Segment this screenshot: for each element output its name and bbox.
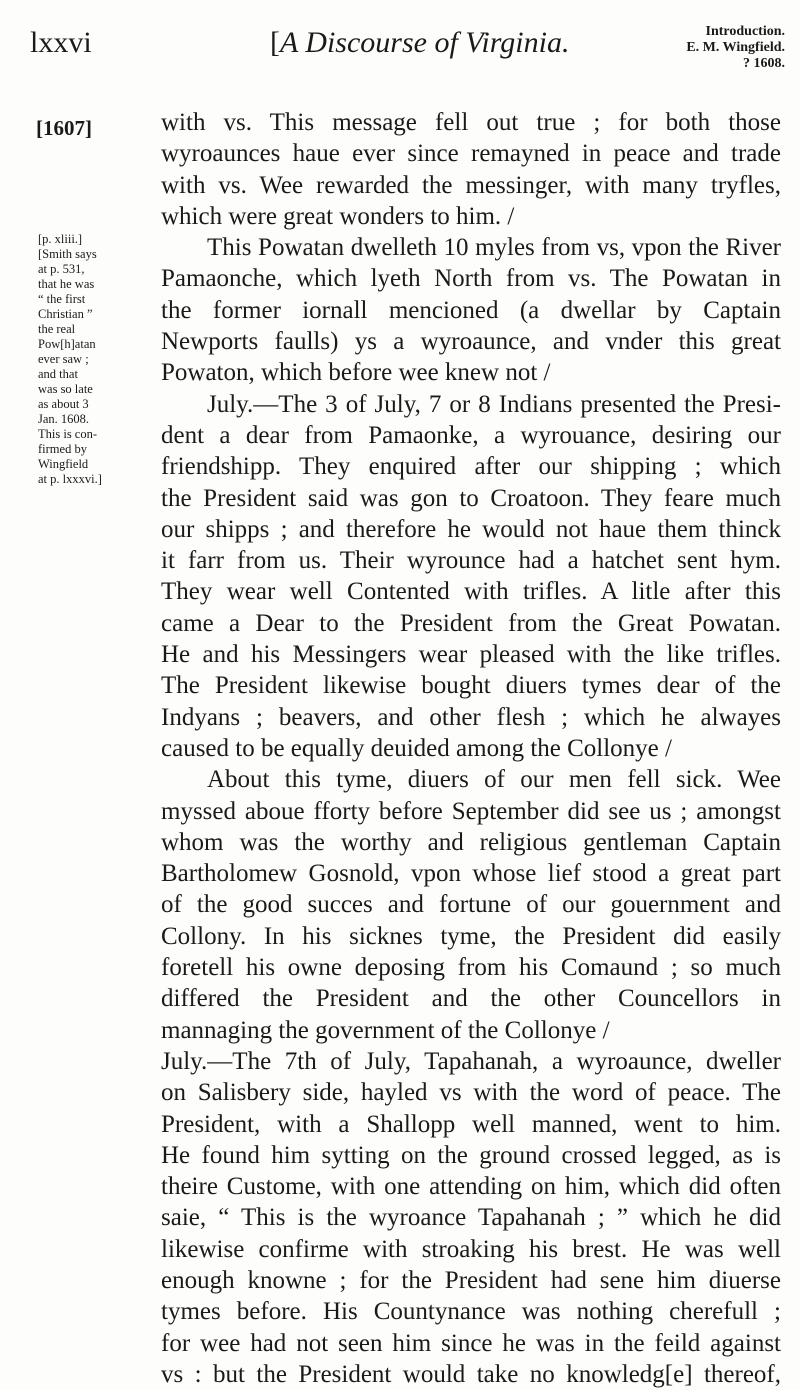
body-line: Indyans ; beavers, and other flesh ; which he alwayes	[161, 703, 781, 731]
body-line: of the good succes and fortune of our gouernment and	[161, 891, 781, 919]
body-line: theire Custome, with one attending on him, which did often	[161, 1173, 781, 1201]
body-line: on Salisbery side, hayled vs with the word of peace. The	[161, 1079, 781, 1107]
date-label: ? 1608.	[743, 56, 785, 71]
body-line: July.—The 7th of July, Tapahanah, a wyroaunce, dweller	[161, 1047, 781, 1075]
sidenote-line: Christian ”	[38, 307, 93, 321]
body-line: He found him sytting on the ground crossed legged, as is	[161, 1141, 781, 1169]
author-label: E. M. Wingfield.	[686, 40, 785, 55]
body-line: Bartholomew Gosnold, vpon whose lief stood a great part	[161, 860, 781, 888]
sidenote-line: ever saw ;	[38, 352, 89, 366]
body-line: friendshipp. They enquired after our shipping ; which	[161, 453, 781, 481]
sidenote-line: [Smith says	[38, 247, 97, 261]
body-line: with vs. This message fell out true ; for both those	[161, 109, 781, 136]
body-line: They wear well Contented with trifles. A litle after this	[161, 578, 781, 606]
sidenote-line: “ the first	[38, 292, 86, 306]
body-line: foretell his owne deposing from his Comaund ; so much	[161, 954, 781, 982]
body-line: saie, “ This is the wyroance Tapahanah ; ” which he did	[161, 1204, 781, 1232]
sidenote-line: Jan. 1608.	[38, 412, 90, 426]
body-line: myssed aboue fforty before September did see us ; amongst	[161, 797, 781, 825]
sidenote-line: that he was	[38, 277, 95, 291]
body-line: our shipps ; and therefore he would not haue them thinck	[161, 515, 781, 543]
body-line: Newports faulls) ys a wyroaunce, and vnder this great	[161, 328, 781, 356]
page-number: lxxvi	[30, 26, 92, 59]
body-line: it farr from us. Their wyrounce had a hatchet sent hym.	[161, 547, 781, 575]
body-line: This Powatan dwelleth 10 myles from vs, vpon the River	[207, 234, 781, 262]
running-right-heading	[650, 24, 785, 72]
sidenote-line: Wingfield	[38, 457, 89, 471]
running-title-text: A Discourse of Virginia.	[280, 26, 570, 59]
body-line: enough knowne ; for the President had sene him diuerse	[161, 1266, 781, 1294]
body-line: Powaton, which before wee knew not /	[161, 359, 551, 387]
body-line: July.—The 3 of July, 7 or 8 Indians presented the Presi-	[207, 390, 781, 418]
body-line: The President likewise bought diuers tymes dear of the	[161, 672, 781, 700]
sidenote-line: firmed by	[38, 442, 87, 456]
page-header	[0, 22, 800, 82]
body-line: tymes before. His Countynance was nothing cherefull ;	[161, 1298, 781, 1326]
body-line: mannaging the government of the Collonye /	[161, 1016, 610, 1044]
body-line: vs : but the President would take no knowledg[e] thereof,	[161, 1360, 781, 1388]
body-text	[161, 107, 781, 1390]
body-line: came a Dear to the President from the Great Powatan.	[161, 609, 781, 637]
sidenote-line: at p. 531,	[38, 262, 85, 276]
margin-year: [1607]	[36, 116, 92, 140]
sidenote-line: This is con-	[38, 427, 98, 441]
body-line: wyroaunces haue ever since remayned in peace and trade	[161, 140, 781, 168]
body-line: the President said was gon to Croatoon. They feare much	[161, 484, 781, 512]
sidenote-line: and that	[38, 367, 78, 381]
sidenote-line: was so late	[38, 382, 93, 396]
body-line: Collony. In his sicknes tyme, the President did easily	[161, 922, 781, 950]
section-label: Introduction.	[705, 24, 785, 39]
sidenote-line: as about 3	[38, 397, 89, 411]
body-line: He and his Messingers wear pleased with the like trifles.	[161, 641, 781, 669]
body-line: with vs. Wee rewarded the messinger, with many tryfles,	[161, 171, 781, 199]
sidenote-line: the real	[38, 322, 76, 336]
sidenote-line: [p. xliii.]	[38, 232, 83, 246]
sidenote	[38, 232, 130, 487]
body-line: likewise confirme with stroaking his brest. He was well	[161, 1235, 781, 1263]
body-line: whom was the worthy and religious gentleman Captain	[161, 828, 781, 856]
body-line: caused to be equally deuided among the Collonye /	[161, 734, 672, 762]
body-line: dent a dear from Pamaonke, a wyrouance, desiring our	[161, 421, 781, 449]
running-title: [A Discourse of Virginia.	[270, 26, 570, 59]
body-line: Pamaonche, which lyeth North from vs. The Powatan in	[161, 265, 781, 293]
sidenote-line: Pow[h]atan	[38, 337, 96, 351]
body-line: for wee had not seen him since he was in the feild against	[161, 1329, 781, 1357]
body-line: the former iornall mencioned (a dwellar by Captain	[161, 296, 781, 324]
body-line: President, with a Shallopp well manned, went to him.	[161, 1110, 781, 1138]
body-line: About this tyme, diuers of our men fell sick. Wee	[207, 766, 781, 794]
body-line: which were great wonders to him. /	[161, 202, 515, 230]
body-line: differed the President and the other Councellors in	[161, 985, 781, 1013]
sidenote-line: at p. lxxxvi.]	[38, 472, 102, 486]
